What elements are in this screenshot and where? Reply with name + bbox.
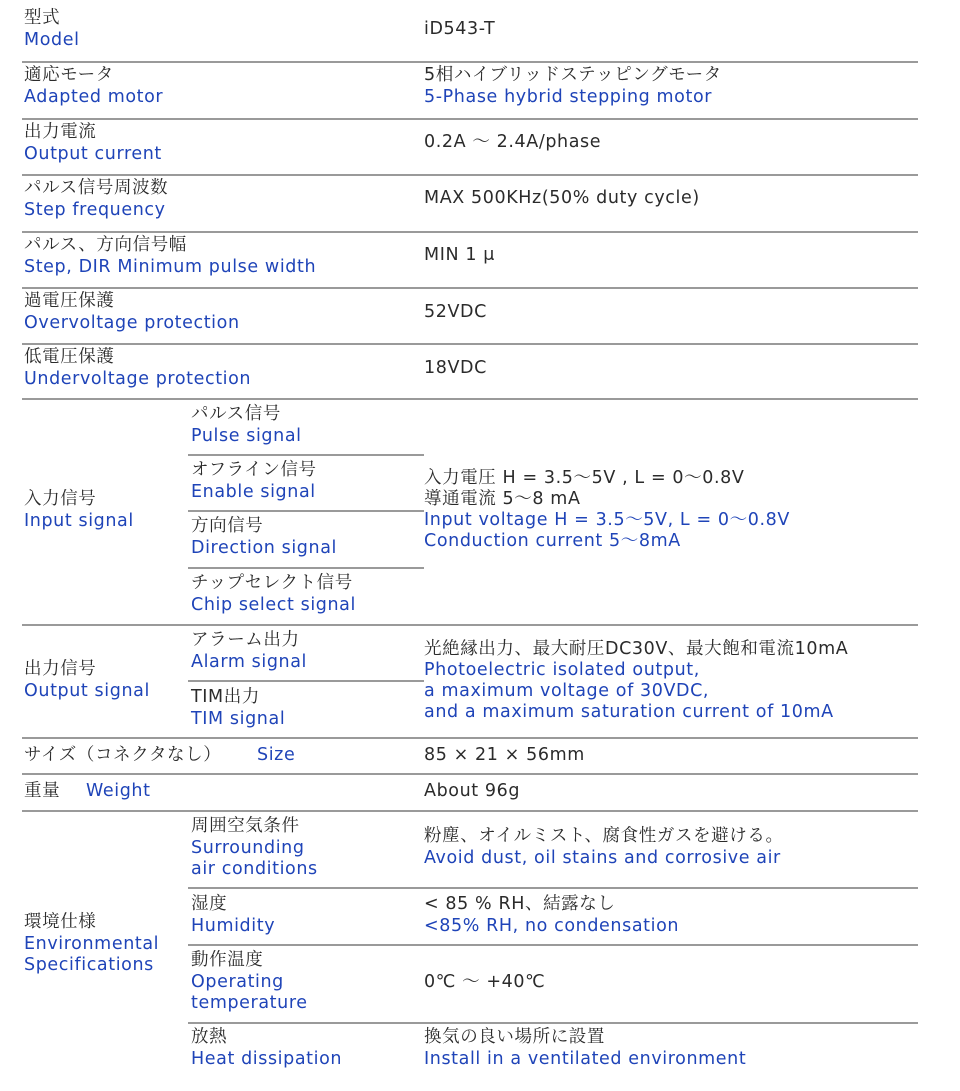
heat-dissipation-value-en: Install in a ventilated environment xyxy=(424,1049,747,1069)
heat-dissipation-label-en: Heat dissipation xyxy=(191,1049,343,1069)
overvoltage-value: 52VDC xyxy=(424,302,487,322)
pulse-width-value: MIN 1 μ xyxy=(424,245,495,265)
row-divider xyxy=(22,398,918,400)
adapted-motor-value-en: 5-Phase hybrid stepping motor xyxy=(424,87,713,107)
humidity-value-ja: < 85 % RH、結露なし xyxy=(424,894,616,914)
pulse-width-label-en: Step, DIR Minimum pulse width xyxy=(24,257,317,277)
output-signal-value-line: Photoelectric isolated output, xyxy=(424,660,700,680)
model-value: iD543-T xyxy=(424,19,496,39)
sub-row-divider xyxy=(188,887,918,889)
step-frequency-value: MAX 500KHz(50% duty cycle) xyxy=(424,188,700,208)
tim-signal-label-en: TIM signal xyxy=(191,709,286,729)
air-conditions-label-ja: 周囲空気条件 xyxy=(191,816,300,836)
row-divider xyxy=(22,624,918,626)
model-label-en: Model xyxy=(24,30,80,50)
adapted-motor-label-ja: 適応モータ xyxy=(24,65,114,85)
chip-select-signal-label-en: Chip select signal xyxy=(191,595,356,615)
input-signal-label-en: Input signal xyxy=(24,511,134,531)
row-divider xyxy=(22,810,918,812)
input-signal-value-line: 導通電流 5～8 mA xyxy=(424,489,581,509)
row-divider xyxy=(22,343,918,345)
humidity-value-en: <85% RH, no condensation xyxy=(424,916,680,936)
output-signal-label-ja: 出力信号 xyxy=(24,659,97,679)
input-signal-value-line: Input voltage H = 3.5～5V, L = 0～0.8V xyxy=(424,510,790,530)
operating-temperature-label-ja: 動作温度 xyxy=(191,950,264,970)
row-divider xyxy=(22,174,918,176)
enable-signal-label-en: Enable signal xyxy=(191,482,316,502)
environment-label-en: Environmental xyxy=(24,934,160,954)
weight-value: About 96g xyxy=(424,781,521,801)
chip-select-signal-label-ja: チップセレクト信号 xyxy=(191,573,353,593)
output-signal-label-en: Output signal xyxy=(24,681,150,701)
row-divider xyxy=(22,61,918,63)
heat-dissipation-label-ja: 放熱 xyxy=(191,1027,228,1047)
output-current-value: 0.2A ～ 2.4A/phase xyxy=(424,132,602,152)
air-conditions-value-ja: 粉塵、オイルミスト、腐食性ガスを避ける。 xyxy=(424,826,784,846)
input-signal-value-line: Conduction current 5～8mA xyxy=(424,531,681,551)
pulse-signal-label-en: Pulse signal xyxy=(191,426,302,446)
air-conditions-label-en: Surrounding xyxy=(191,838,305,858)
air-conditions-value-en: Avoid dust, oil stains and corrosive air xyxy=(424,848,781,868)
tim-signal-label-ja: TIM出力 xyxy=(191,687,260,707)
row-divider xyxy=(22,737,918,739)
output-current-label-ja: 出力電流 xyxy=(24,122,97,142)
row-divider xyxy=(22,287,918,289)
step-frequency-label-en: Step frequency xyxy=(24,200,166,220)
sub-row-divider xyxy=(188,510,424,512)
row-divider xyxy=(22,773,918,775)
heat-dissipation-value-ja: 換気の良い場所に設置 xyxy=(424,1027,605,1047)
weight-label-en: Weight xyxy=(86,781,151,801)
enable-signal-label-ja: オフライン信号 xyxy=(191,460,317,480)
undervoltage-value: 18VDC xyxy=(424,358,487,378)
input-signal-label-ja: 入力信号 xyxy=(24,489,97,509)
air-conditions-label-en: air conditions xyxy=(191,859,318,879)
pulse-signal-label-ja: パルス信号 xyxy=(191,404,281,424)
operating-temperature-label-en: Operating xyxy=(191,972,284,992)
operating-temperature-label-en: temperature xyxy=(191,993,308,1013)
sub-row-divider xyxy=(188,1022,918,1024)
overvoltage-label-en: Overvoltage protection xyxy=(24,313,240,333)
model-label-ja: 型式 xyxy=(24,8,61,28)
size-label-en: Size xyxy=(257,745,296,765)
undervoltage-label-en: Undervoltage protection xyxy=(24,369,252,389)
size-label-ja: サイズ（コネクタなし） xyxy=(24,745,222,765)
output-current-label-en: Output current xyxy=(24,144,162,164)
direction-signal-label-en: Direction signal xyxy=(191,538,337,558)
adapted-motor-value-ja: 5相ハイブリッドステッピングモータ xyxy=(424,65,722,85)
row-divider xyxy=(22,118,918,120)
sub-row-divider xyxy=(188,567,424,569)
sub-row-divider xyxy=(188,944,918,946)
output-signal-value-line: a maximum voltage of 30VDC, xyxy=(424,681,710,701)
input-signal-value-line: 入力電圧 H = 3.5～5V , L = 0～0.8V xyxy=(424,468,745,488)
alarm-signal-label-ja: アラーム出力 xyxy=(191,630,300,650)
pulse-width-label-ja: パルス、方向信号幅 xyxy=(24,235,187,255)
alarm-signal-label-en: Alarm signal xyxy=(191,652,308,672)
output-signal-value-line: 光絶縁出力、最大耐圧DC30V、最大飽和電流10mA xyxy=(424,639,849,659)
overvoltage-label-ja: 過電圧保護 xyxy=(24,291,115,311)
humidity-label-ja: 湿度 xyxy=(191,894,228,914)
output-signal-value-line: and a maximum saturation current of 10mA xyxy=(424,702,834,722)
row-divider xyxy=(22,231,918,233)
operating-temperature-value: 0℃ ～ +40℃ xyxy=(424,972,546,992)
undervoltage-label-ja: 低電圧保護 xyxy=(24,347,115,367)
environment-label-en: Specifications xyxy=(24,955,154,975)
adapted-motor-label-en: Adapted motor xyxy=(24,87,164,107)
direction-signal-label-ja: 方向信号 xyxy=(191,516,264,536)
environment-label-ja: 環境仕様 xyxy=(24,912,97,932)
sub-row-divider xyxy=(188,454,424,456)
sub-row-divider xyxy=(188,680,424,682)
size-value: 85 × 21 × 56mm xyxy=(424,745,585,765)
weight-label-ja: 重量 xyxy=(24,781,61,801)
humidity-label-en: Humidity xyxy=(191,916,276,936)
step-frequency-label-ja: パルス信号周波数 xyxy=(24,178,169,198)
